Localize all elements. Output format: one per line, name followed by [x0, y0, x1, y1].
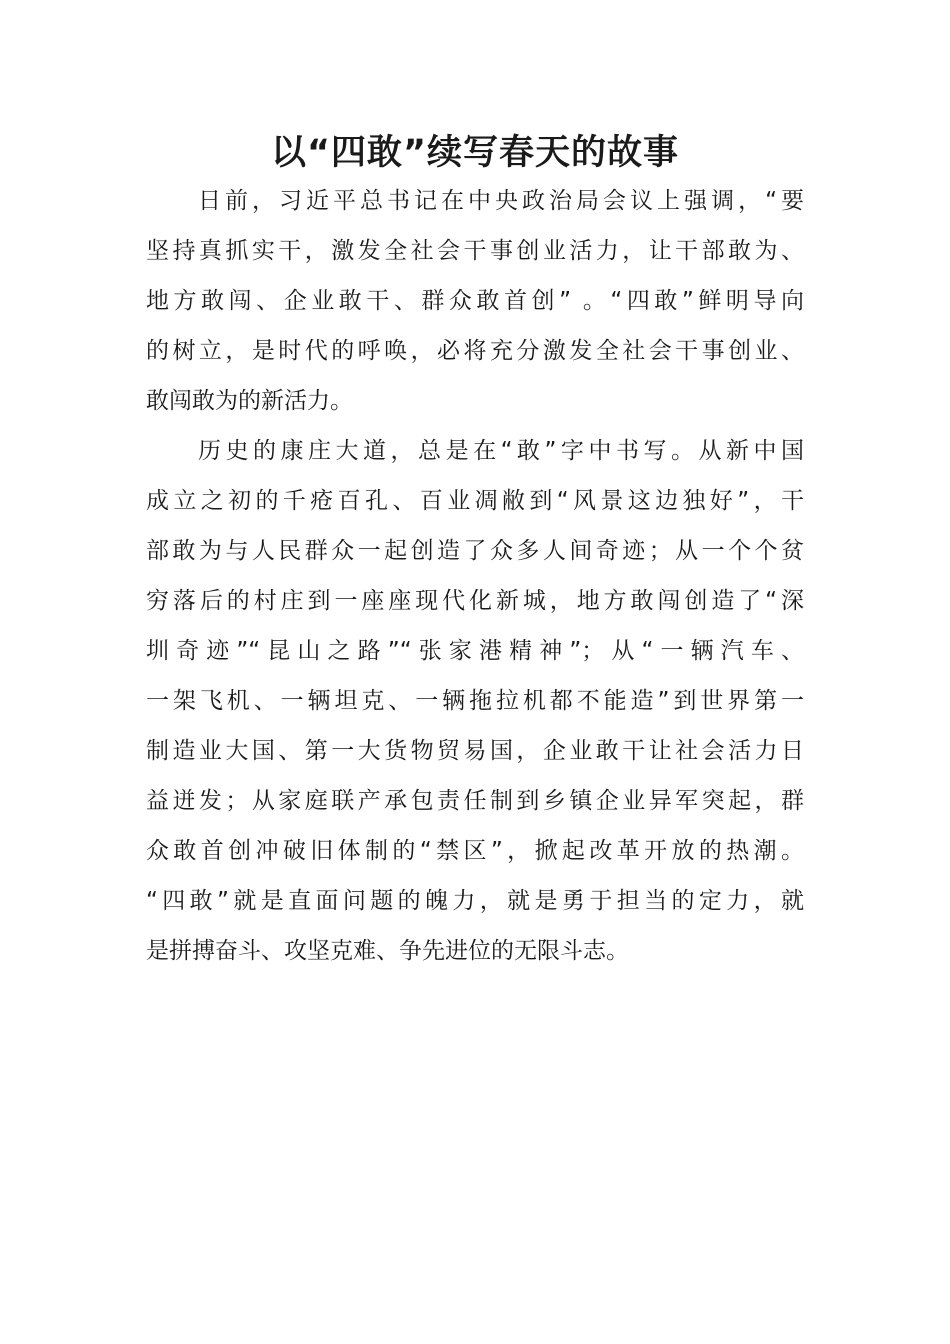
- text-line: 众敢首创冲破旧体制的“禁区”，掀起改革开放的热潮。: [146, 838, 804, 864]
- paragraph-2: [146, 426, 804, 976]
- text-line: 益迸发；从家庭联产承包责任制到乡镇企业异军突起，群: [146, 788, 804, 814]
- text-line: 历史的康庄大道，总是在“敢”字中书写。从新中国: [198, 438, 804, 464]
- text-line: 的树立，是时代的呼唤，必将充分激发全社会干事创业、: [146, 338, 804, 364]
- text-line: 坚持真抓实干，激发全社会干事创业活力，让干部敢为、: [146, 238, 804, 264]
- text-line: 成立之初的千疮百孔、百业凋敝到“风景这边独好”，干: [146, 488, 804, 514]
- text-line: 制造业大国、第一大货物贸易国，企业敢干让社会活力日: [146, 738, 804, 764]
- text-line: 一架飞机、一辆坦克、一辆拖拉机都不能造”到世界第一: [146, 688, 804, 714]
- text-line: 圳奇迹”“昆山之路”“张家港精神”；从“一辆汽车、: [146, 638, 804, 664]
- paragraph-1: [146, 176, 804, 426]
- document-title: 以“四敢”续写春天的故事: [270, 133, 679, 173]
- document-body: [146, 176, 804, 976]
- text-line: 敢闯敢为的新活力。: [146, 388, 353, 414]
- text-line: 日前，习近平总书记在中央政治局会议上强调，“要: [198, 188, 804, 214]
- text-line: 部敢为与人民群众一起创造了众多人间奇迹；从一个个贫: [146, 538, 804, 564]
- text-line: 穷落后的村庄到一座座现代化新城，地方敢闯创造了“深: [146, 588, 804, 614]
- text-line: “四敢”就是直面问题的魄力，就是勇于担当的定力，就: [146, 888, 804, 914]
- text-line: 是拼搏奋斗、攻坚克难、争先进位的无限斗志。: [146, 938, 629, 964]
- text-line: 地方敢闯、企业敢干、群众敢首创” 。“四敢”鲜明导向: [146, 288, 804, 314]
